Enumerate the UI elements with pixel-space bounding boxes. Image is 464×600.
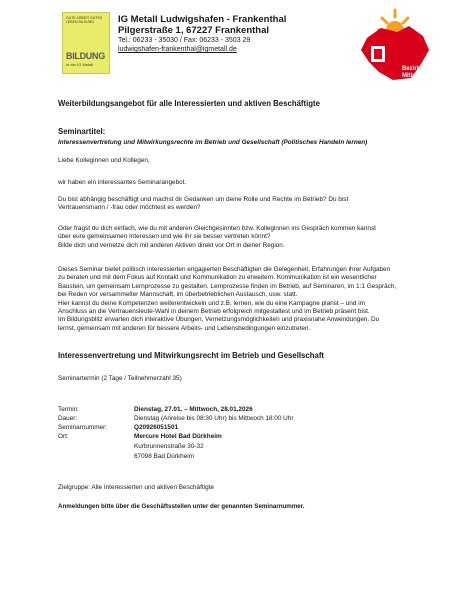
bildung-logo-subtitle: in der IG Metall [66,62,94,67]
ort-value: Mercure Hotel Bad Dürkheim [134,433,222,440]
bezirk-label: Bezirk Mitte [402,66,421,79]
ort-street: Kurbrunnenstraße 30-32 [134,443,204,450]
anmeldung-note: Anmeldungen bitte über die Geschäftsstellen unter der genannten Seminarnummer. [58,503,305,510]
seminar-title: Interessenvertretung und Mitwirkungsrechte im Betrieb und Gesellschaft (Politisches Handeln lernen) [58,139,368,146]
seminarnummer-value: Q20926051501 [134,424,179,431]
ort-label: Ort: [58,433,69,440]
section-title: Interessenvertretung und Mitwirkungsrecht im Betrieb und Gesellschaft [58,351,325,360]
region-map-icon [357,20,433,84]
seminar-label: Seminartitel: [58,127,106,136]
org-email-link[interactable]: ludwigshafen-frankenthal@igmetall.de [118,46,237,53]
ig-metall-bezirk-mitte-logo [355,8,435,86]
dauer-label: Dauer: [58,415,78,422]
termin-value: Dienstag, 27.01. – Mittwoch, 28.01.2026 [134,406,253,413]
zielgruppe: Zielgruppe: Alle Interessierten und aktiven Beschäftigte [58,484,214,491]
page-heading: Weiterbildungsangebot für alle Interessierten und aktiven Beschäftigte [58,99,320,108]
org-address: Pilgerstraße 1, 67227 Frankenthal [118,25,270,36]
dauer-value: Dienstag (Anreise bis 08:30 Uhr) bis Mittwoch 18:00 Uhr [134,415,294,422]
org-phone: Tel.: 06233 - 35030 / Fax: 06233 - 3503 29 [118,37,251,44]
bildung-logo-small-text: GUTE ARBEIT GUTES LEBEN BILDUNG [66,16,103,24]
paragraph-3: Dieses Seminar bietet politisch interessierten engagierten Beschäftigten die Gelegenheit, Erfahrungen ihrer Aufgaben zu beraten und mit dem Fokus auf Kontakt und Kommunikation zu erweitern. Kommunikation ist ein wesentlicher Baustein, um gemeinsam Lernprozesse zu gestalten. Lernprozesse finden im Betrieb, auf Seminaren, im 1:1 Gespräch, bei Reden vor versammelter Mannschaft, im überbetrieblichen Austausch, usw. statt. Hier kannst du deine Kompetenzen weiterentwickeln und z.B. lernen, wie du eine Kampagne planst – und im Anschluss an die Vertrauensleute-Wahl in deinem Betrieb erfolgreich mitgestaltest und im Betrieb präsent bist. Im Bildungsblitz erwarten dich interaktive Übungen, Vernetzungsmöglichkeiten und praxisnahe Anwendungen. Du lernst, gemeinsam mit anderen für bessere Arbeits- und Lebensbedingungen einzutreten. [58,266,397,332]
greeting: Liebe Kolleginnen und Kollegen, [58,157,150,164]
paragraph-2: Oder fragst du dich einfach, wie du mit anderen Gleichgesinnten bzw. Kolleginnen ins Gespräch kommen kannst über eure gemeinsamen Interessen und wie ihr sie besser vertreten könnt? Bilde dich und vernetze dich mit anderen Aktiven direkt vor Ort in deiner Region. [58,225,376,249]
termin-label: Termin: [58,406,79,413]
bildung-logo-title: BILDUNG [66,51,105,61]
intro-text: wir haben ein interessantes Seminarangebot. [58,179,187,186]
seminarnummer-label: Seminarnummer: [58,424,108,431]
ort-city: 67098 Bad Dürkheim [134,453,195,460]
paragraph-1: Du bist abhängig beschäftigt und machst dir Gedanken um deine Rolle und Rechte im Betrieb? Du bist Vertrauensmann / -frau oder möchtest es werden? [58,196,349,212]
seminar-meta: Seminartermin (2 Tage / Teilnehmerzahl 35) [58,375,182,382]
org-name: IG Metall Ludwigshafen - Frankenthal [118,14,287,25]
bildung-logo [62,12,110,74]
